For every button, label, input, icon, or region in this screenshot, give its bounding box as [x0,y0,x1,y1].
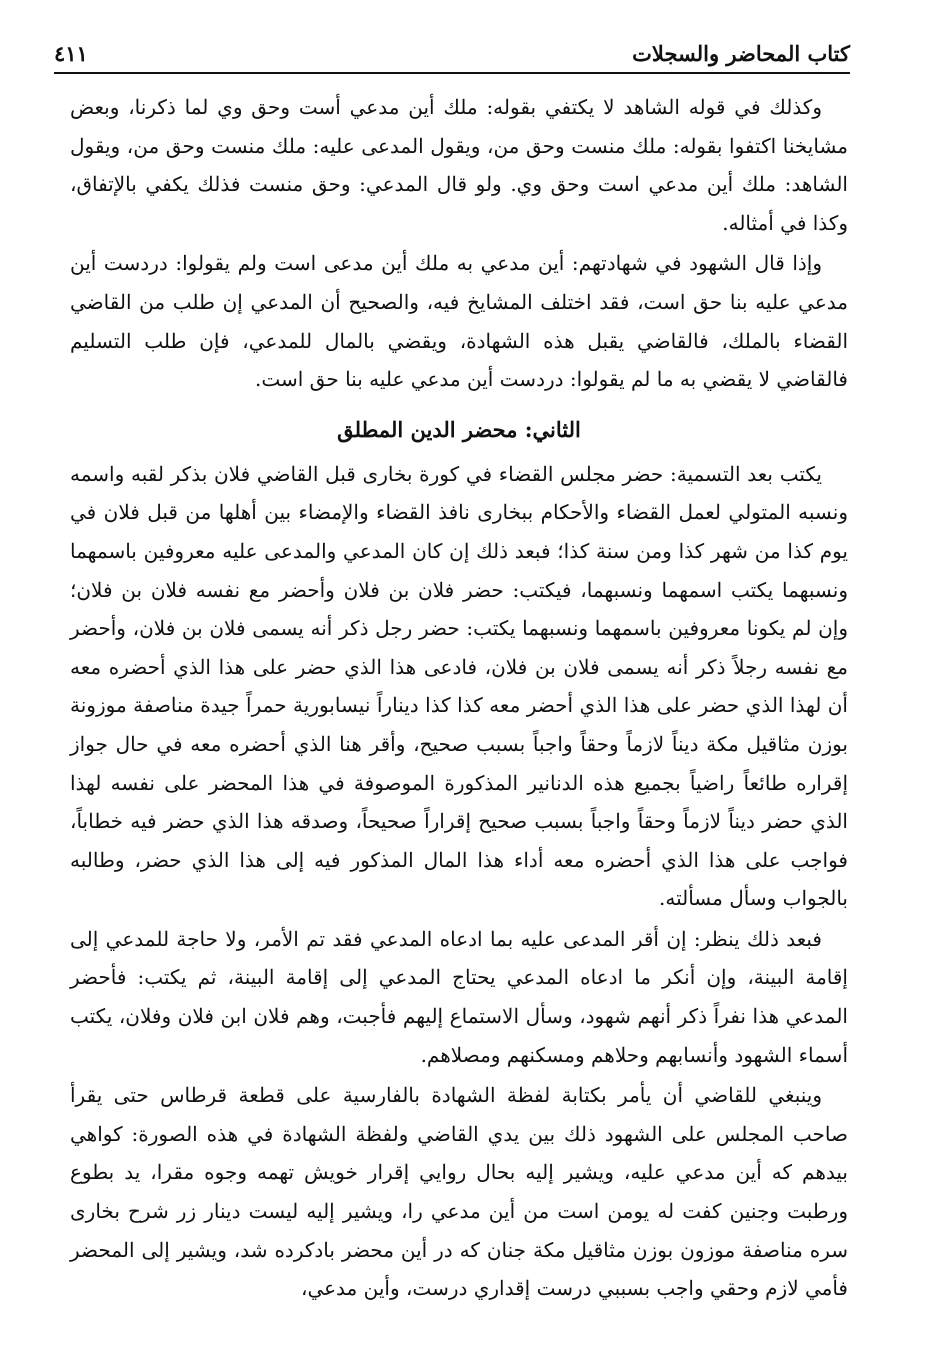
paragraph: فبعد ذلك ينظر: إن أقر المدعى عليه بما ادعاه المدعي فقد تم الأمر، ولا حاجة للمدعي إلى إقامة البينة، وإن أنكر ما ادعاه المدعي يحتاج المدعي إلى إقامة البينة، ثم يكتب: فأحضر المدعي هذا نفراً ذكر أنهم شهود، وسأل الاستماع إليهم فأجبت، وهم فلان ابن فلان وفلان، يكتب أسماء الشهود وأنسابهم وحلاهم ومسكنهم ومصلاهم. [70,926,848,1067]
page-number: ٤١١ [54,41,88,66]
section-heading: الثاني: محضر الدين المطلق [337,416,581,442]
paragraph: وإذا قال الشهود في شهادتهم: أين مدعي به ملك أين مدعى است ولم يقولوا: دردست أين مدعي عليه بنا حق است، فقد اختلف المشايخ فيه، والصحيح أن المدعي إن طلب من القاضي القضاء بالملك، فالقاضي يقبل هذه الشهادة، ويقضي بالمال للمدعي، فإن طلب التسليم فالقاضي لا يقضي به ما لم يقولوا: دردست أين مدعي عليه بنا حق است. [70,251,848,392]
header-rule [54,72,850,74]
paragraph: يكتب بعد التسمية: حضر مجلس القضاء في كورة بخارى قبل القاضي فلان بذكر لقبه واسمه ونسبه المتولي لعمل القضاء والأحكام ببخارى نافذ القضاء والإمضاء بين أهلها من قبل فلان في يوم كذا من شهر كذا ومن سنة كذا؛ فبعد ذلك إن كان المدعي والمدعى عليه معروفين باسمهما ونسبهما يكتب اسمهما ونسبهما، فيكتب: حضر فلان بن فلان وأحضر مع نفسه فلان بن فلان؛ وإن لم يكونا معروفين باسمهما ونسبهما يكتب: حضر رجل ذكر أنه يسمى فلان بن فلان، وأحضر مع نفسه رجلاً ذكر أنه يسمى فلان بن فلان، فادعى هذا الذي حضر على هذا الذي أحضره معه أن لهذا الذي حضر على هذا الذي أحضر معه كذا كذا ديناراً نيسابورية حمراً جيدة مناصفة موزونة بوزن مثاقيل مكة ديناً لازماً وحقاً واجباً بسبب صحيح، وأقر هنا الذي أحضره معه في حال جواز إقراره طائعاً راضياً بجميع هذه الدنانير المذكورة الموصوفة في هذا المحضر على نفسه لهذا الذي حضر ديناً لازماً وحقاً واجباً بسبب صحيح إقراراً صحيحاً، وصدقه هذا الذي حضر فيه خطاباً، فواجب على هذا الذي أحضره معه أداء هذا المال المذكور فيه إلى هذا الذي حضر، وطالبه بالجواب وسأل مسألته. [70,461,848,911]
running-header [54,32,850,66]
chapter-title: كتاب المحاضر والسجلات [632,41,850,66]
page-body [70,88,848,1308]
paragraph: وينبغي للقاضي أن يأمر بكتابة لفظة الشهادة بالفارسية على قطعة قرطاس حتى يقرأ صاحب المجلس على الشهود ذلك بين يدي القاضي ولفظة الشهادة في هذه الصورة: كواهي بيدهم كه أين مدعي عليه، ويشير إليه بحال روايي إقرار خويش تهمه وجوه مقرا، يد بطوع ورطبت وجنين كفت له يومن است من أين مدعي را، ويشير إليه ليست دينار زر شرح بخارى سره مناصفة موزون بوزن مثاقيل مكة جنان كه در أين محضر بادكرده شد، ويشير إلى المحضر فأمي لازم وحقي واجب بسببي درست إقداري درست، وأين مدعي، [70,1083,848,1301]
paragraph: وكذلك في قوله الشاهد لا يكتفي بقوله: ملك أين مدعي أست وحق وي لما ذكرنا، وبعض مشايخنا اكتفوا بقوله: ملك منست وحق من، ويقول المدعى عليه: ملك منست وحق من، ويقول الشاهد: ملك أين مدعي است وحق وي. ولو قال المدعي: وحق منست فذلك يكفي بالإتفاق، وكذا في أمثاله. [70,95,848,235]
